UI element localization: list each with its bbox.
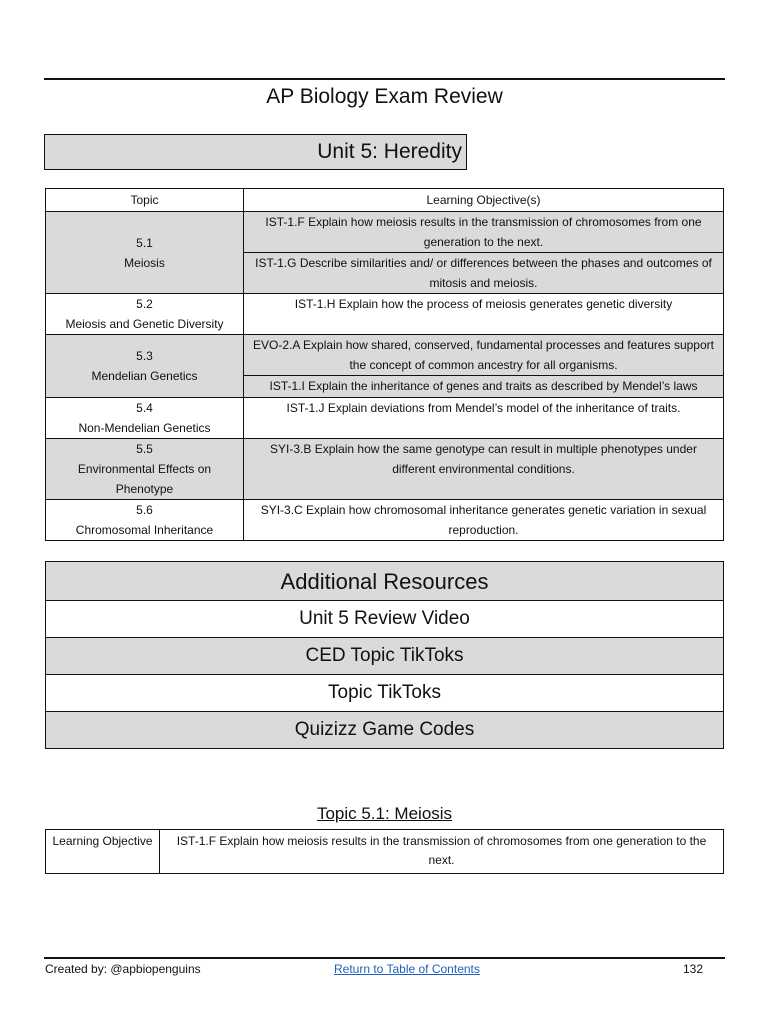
topic-name: Meiosis and Genetic Diversity <box>65 317 224 331</box>
resource-link-review-video[interactable]: Unit 5 Review Video <box>45 601 724 638</box>
table-row <box>46 294 724 335</box>
objective-cell: IST-1.I Explain the inheritance of genes and traits as described by Mendel’s laws <box>244 376 724 398</box>
top-rule <box>44 78 725 80</box>
return-to-toc-link[interactable]: Return to Table of Contents <box>334 962 480 976</box>
topic-cell <box>46 294 244 335</box>
additional-resources <box>45 561 724 749</box>
objective-cell: IST-1.F Explain how meiosis results in the transmission of chromosomes from one generation to the next. <box>244 212 724 253</box>
topic-cell <box>46 500 244 541</box>
topic-cell <box>46 439 244 500</box>
table-row <box>46 335 724 376</box>
learning-objectives-table <box>45 188 724 541</box>
objective-cell: SYI-3.C Explain how chromosomal inheritance generates genetic variation in sexual reproduction. <box>244 500 724 541</box>
objective-column-header: Learning Objective(s) <box>244 189 724 212</box>
table-header-row <box>46 189 724 212</box>
table-row <box>46 439 724 500</box>
table-row <box>46 830 724 874</box>
topic-cell <box>46 335 244 398</box>
resource-link-topic-tiktoks[interactable]: Topic TikToks <box>45 675 724 712</box>
topic-column-header: Topic <box>46 189 244 212</box>
topic-number: 5.6 <box>136 503 153 517</box>
objective-cell: IST-1.H Explain how the process of meiosis generates genetic diversity <box>244 294 724 335</box>
topic-name: Mendelian Genetics <box>91 369 198 383</box>
table-row <box>46 500 724 541</box>
topic-number: 5.2 <box>136 297 153 311</box>
resource-link-ced-tiktoks[interactable]: CED Topic TikToks <box>45 638 724 675</box>
topic-heading: Topic 5.1: Meiosis <box>316 804 453 823</box>
objective-cell: SYI-3.B Explain how the same genotype can result in multiple phenotypes under different environmental conditions. <box>244 439 724 500</box>
learning-objective-text: IST-1.F Explain how meiosis results in the transmission of chromosomes from one generation to the next. <box>160 830 724 874</box>
topic-objective-table <box>45 829 724 874</box>
objective-cell: EVO-2.A Explain how shared, conserved, fundamental processes and features support the concept of common ancestry for all organisms. <box>244 335 724 376</box>
topic-name: Environmental Effects on Phenotype <box>77 462 212 496</box>
topic-number: 5.5 <box>136 442 153 456</box>
learning-objective-label: Learning Objective <box>46 830 160 874</box>
footer-rule <box>44 957 725 959</box>
resources-heading: Additional Resources <box>45 561 724 601</box>
topic-number: 5.3 <box>136 349 153 363</box>
page-number: 132 <box>683 962 704 976</box>
document-title: AP Biology Exam Review <box>266 85 503 108</box>
topic-cell <box>46 398 244 439</box>
objective-cell: IST-1.J Explain deviations from Mendel’s model of the inheritance of traits. <box>244 398 724 439</box>
topic-cell <box>46 212 244 294</box>
topic-name: Chromosomal Inheritance <box>75 523 214 537</box>
topic-name: Non-Mendelian Genetics <box>78 421 211 435</box>
objective-cell: IST-1.G Describe similarities and/ or differences between the phases and outcomes of mitosis and meiosis. <box>244 253 724 294</box>
table-row <box>46 212 724 253</box>
resource-link-quizizz-codes[interactable]: Quizizz Game Codes <box>45 712 724 749</box>
topic-name: Meiosis <box>124 255 165 270</box>
table-row <box>46 398 724 439</box>
unit-title: Unit 5: Heredity <box>44 134 467 170</box>
topic-number: 5.4 <box>136 401 153 415</box>
topic-number: 5.1 <box>136 235 153 250</box>
footer-credit: Created by: @apbiopenguins <box>45 962 201 976</box>
